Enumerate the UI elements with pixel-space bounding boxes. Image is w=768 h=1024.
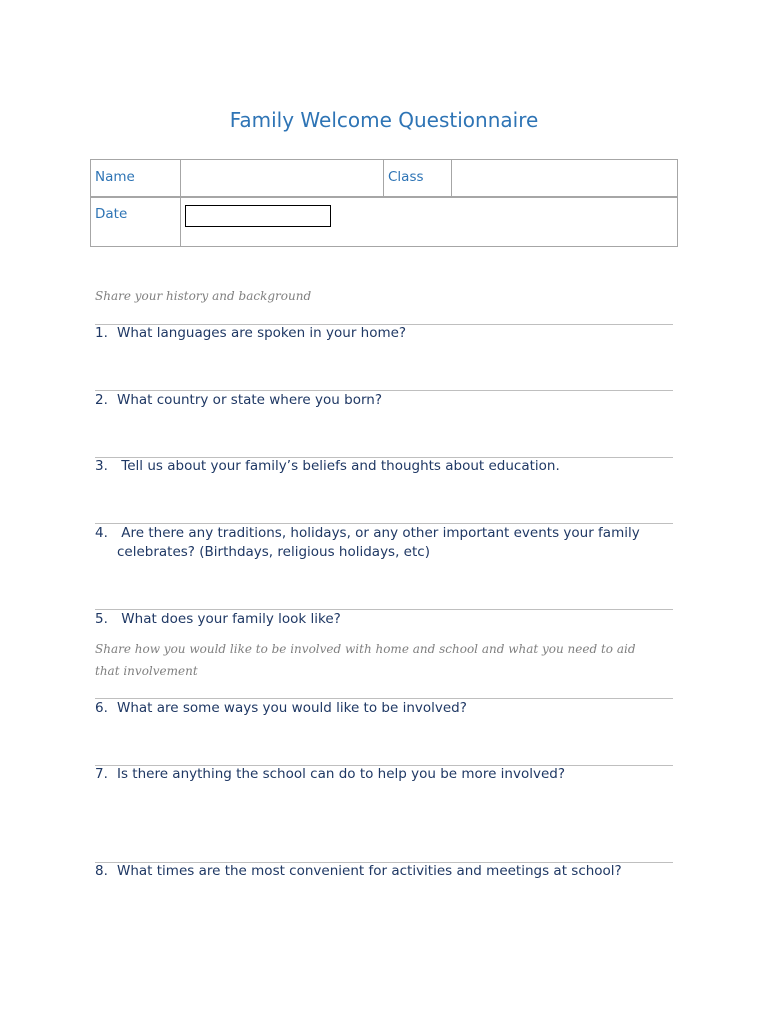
question-1 <box>95 324 670 343</box>
table-divider <box>383 160 384 197</box>
class-field[interactable] <box>452 160 677 197</box>
question-text: Tell us about your family’s beliefs and thoughts about education. <box>117 458 560 474</box>
section-intro-background: Share your history and background <box>95 289 312 303</box>
question-4 <box>95 524 670 562</box>
question-8 <box>95 862 670 881</box>
question-number: 2. <box>95 392 108 408</box>
question-text: What times are the most convenient for activities and meetings at school? <box>117 863 622 879</box>
table-divider <box>451 160 452 197</box>
question-text: Are there any traditions, holidays, or any other important events your family celebrates? (Birthdays, religious holidays, etc) <box>117 525 645 560</box>
question-7 <box>95 765 670 784</box>
question-number: 3. <box>95 458 108 474</box>
info-table <box>90 159 678 247</box>
question-text: What languages are spoken in your home? <box>117 325 407 341</box>
name-field[interactable] <box>181 160 384 197</box>
name-label: Name <box>95 169 135 185</box>
question-text: What are some ways you would like to be involved? <box>117 700 467 716</box>
question-5 <box>95 610 670 629</box>
question-number: 4. <box>95 525 108 541</box>
question-number: 7. <box>95 766 108 782</box>
section-intro-involvement: Share how you would like to be involved with home and school and what you need to aid that involvement <box>95 642 636 678</box>
question-number: 8. <box>95 863 108 879</box>
question-text: What does your family look like? <box>117 611 341 627</box>
table-divider <box>91 196 677 198</box>
table-divider <box>180 160 181 246</box>
question-text: Is there anything the school can do to help you be more involved? <box>117 766 566 782</box>
date-label: Date <box>95 206 128 222</box>
question-number: 5. <box>95 611 108 627</box>
class-label: Class <box>388 169 424 185</box>
question-number: 6. <box>95 700 108 716</box>
question-2 <box>95 391 670 410</box>
question-3 <box>95 457 670 476</box>
question-text: What country or state where you born? <box>117 392 382 408</box>
date-field[interactable] <box>185 205 331 227</box>
page-title: Family Welcome Questionnaire <box>229 108 539 132</box>
question-6 <box>95 699 670 718</box>
question-number: 1. <box>95 325 108 341</box>
